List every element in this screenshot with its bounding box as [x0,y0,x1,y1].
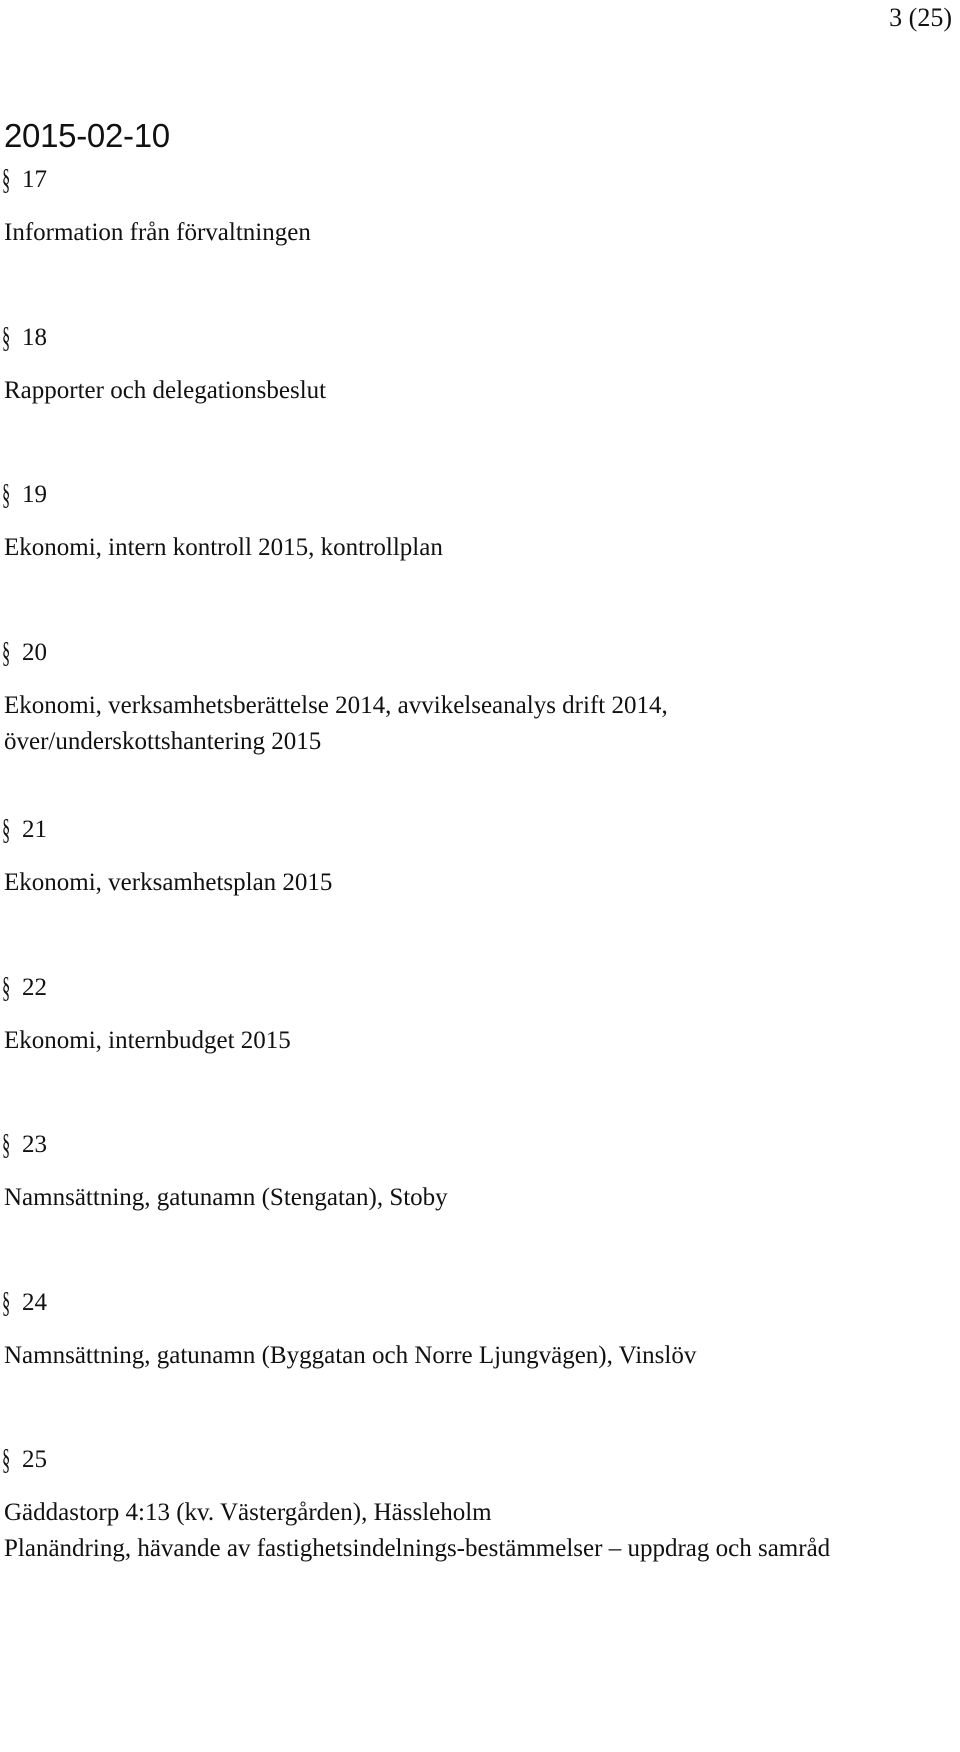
section-sign-icon: § [2,1286,11,1319]
agenda-item-heading [0,318,960,358]
agenda-item-title-line: Rapporter och delegationsbeslut [4,377,327,404]
agenda-item-title-line: Information från förvaltningen [4,219,311,246]
section-sign-icon: § [2,1443,11,1476]
agenda-item [0,633,960,755]
agenda-item-heading [0,160,960,200]
agenda-item-title [4,530,956,566]
agenda-item-heading [0,810,960,850]
agenda-item-title-line: Planändring, hävande av fastighetsindelnings-bestämmelser – uppdrag och samråd [4,1535,831,1562]
agenda-item [0,160,960,246]
agenda-item-title [4,215,956,251]
agenda-item-title [4,1338,956,1374]
agenda-item-title [4,688,956,760]
agenda-item-title-line: Ekonomi, verksamhetsberättelse 2014, avvikelseanalys drift 2014, [4,692,668,719]
agenda-item-number: 25 [22,1446,47,1473]
agenda-item-title [4,373,956,409]
agenda-item-title [4,1495,956,1567]
agenda-item [0,1440,960,1562]
agenda-item-title-line: Namnsättning, gatunamn (Stengatan), Stoby [4,1184,448,1211]
agenda-item-heading [0,1440,960,1480]
agenda-item-number: 20 [22,639,47,666]
agenda-item-heading [0,968,960,1008]
section-sign-icon: § [2,321,11,354]
agenda-item [0,968,960,1054]
agenda-item-title-line: Namnsättning, gatunamn (Byggatan och Norre Ljungvägen), Vinslöv [4,1342,697,1369]
agenda-item-title [4,1180,956,1216]
agenda-item-heading [0,1125,960,1165]
agenda-item-title-line: Gäddastorp 4:13 (kv. Västergården), Hässleholm [4,1499,492,1526]
agenda-item-number: 19 [22,481,47,508]
section-sign-icon: § [2,478,11,511]
section-sign-icon: § [2,636,11,669]
agenda-item [0,318,960,404]
agenda-item-number: 24 [22,1289,47,1316]
section-sign-icon: § [2,813,11,846]
section-sign-icon: § [2,971,11,1004]
agenda-item-number: 21 [22,816,47,843]
agenda-item-heading [0,475,960,515]
agenda-item-title-line: över/underskottshantering 2015 [4,728,322,755]
agenda-item-title [4,1023,956,1059]
agenda-item-heading [0,1283,960,1323]
section-sign-icon: § [2,1128,11,1161]
agenda-item-title-line: Ekonomi, internbudget 2015 [4,1027,291,1054]
document-date: 2015-02-10 [4,117,170,154]
agenda-item [0,475,960,561]
page-number: 3 (25) [889,3,952,32]
agenda-item [0,810,960,896]
agenda-item-title-line: Ekonomi, verksamhetsplan 2015 [4,869,333,896]
agenda-item-title-line: Ekonomi, intern kontroll 2015, kontrollplan [4,534,443,561]
agenda-item-heading [0,633,960,673]
agenda-item-number: 23 [22,1131,47,1158]
agenda-item-number: 22 [22,974,47,1001]
agenda-item-number: 17 [22,166,47,193]
agenda-item [0,1125,960,1211]
agenda-item-number: 18 [22,324,47,351]
section-sign-icon: § [2,163,11,196]
agenda-item-title [4,865,956,901]
agenda-item [0,1283,960,1369]
